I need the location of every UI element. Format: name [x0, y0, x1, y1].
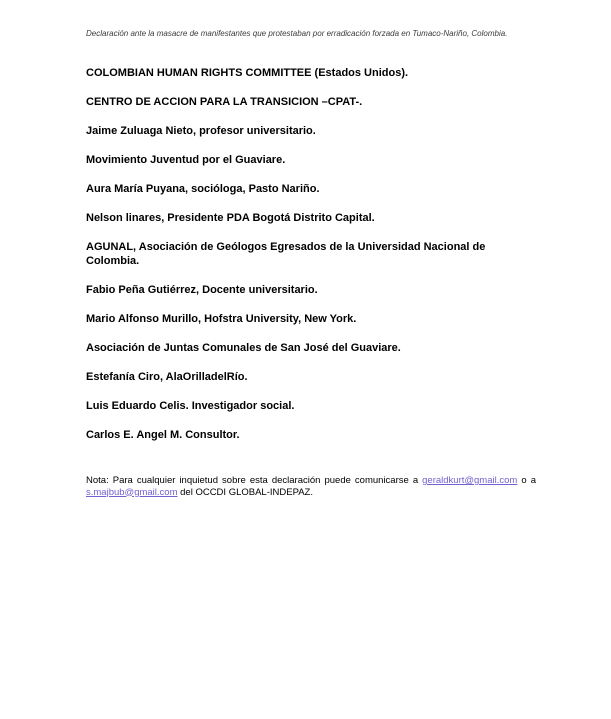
signatory-line: Fabio Peña Gutiérrez, Docente universitario.	[86, 284, 318, 296]
signatory-line: Nelson linares, Presidente PDA Bogotá Distrito Capital.	[86, 212, 375, 224]
contact-note	[86, 475, 536, 498]
document-title: Declaración ante la masacre de manifestantes que protestaban por erradicación forzada en Tumaco-Nariño, Colombia.	[86, 29, 508, 38]
signatory-line: Estefanía Ciro, AlaOrilladelRío.	[86, 371, 248, 383]
email-link-smajbub[interactable]: s.majbub@gmail.com	[86, 486, 178, 498]
signatory-line: Movimiento Juventud por el Guaviare.	[86, 154, 286, 166]
signatory-line: CENTRO DE ACCION PARA LA TRANSICION –CPAT-.	[86, 96, 363, 108]
signatory-line: Luis Eduardo Celis. Investigador social.	[86, 400, 295, 412]
email-link-geraldkurt[interactable]: geraldkurt@gmail.com	[422, 475, 518, 486]
note-text-suffix: del OCCDI GLOBAL-INDEPAZ.	[177, 486, 313, 498]
signatory-line: Carlos E. Angel M. Consultor.	[86, 429, 240, 441]
note-text-prefix: Nota: Para cualquier inquietud sobre esta declaración puede comunicarse a	[86, 475, 423, 486]
signatory-line: Asociación de Juntas Comunales de San José del Guaviare.	[86, 342, 401, 354]
signatory-line: COLOMBIAN HUMAN RIGHTS COMMITTEE (Estados Unidos).	[86, 67, 409, 79]
document-content	[86, 29, 536, 498]
signatory-line: Jaime Zuluaga Nieto, profesor universitario.	[86, 125, 316, 137]
signatory-line: AGUNAL, Asociación de Geólogos Egresados de la Universidad Nacional de Colombia.	[86, 241, 486, 267]
signatory-list	[86, 66, 536, 442]
signatory-line: Aura María Puyana, socióloga, Pasto Nariño.	[86, 183, 320, 195]
note-text-connector: o a	[517, 475, 536, 486]
signatory-line: Mario Alfonso Murillo, Hofstra University, New York.	[86, 313, 357, 325]
